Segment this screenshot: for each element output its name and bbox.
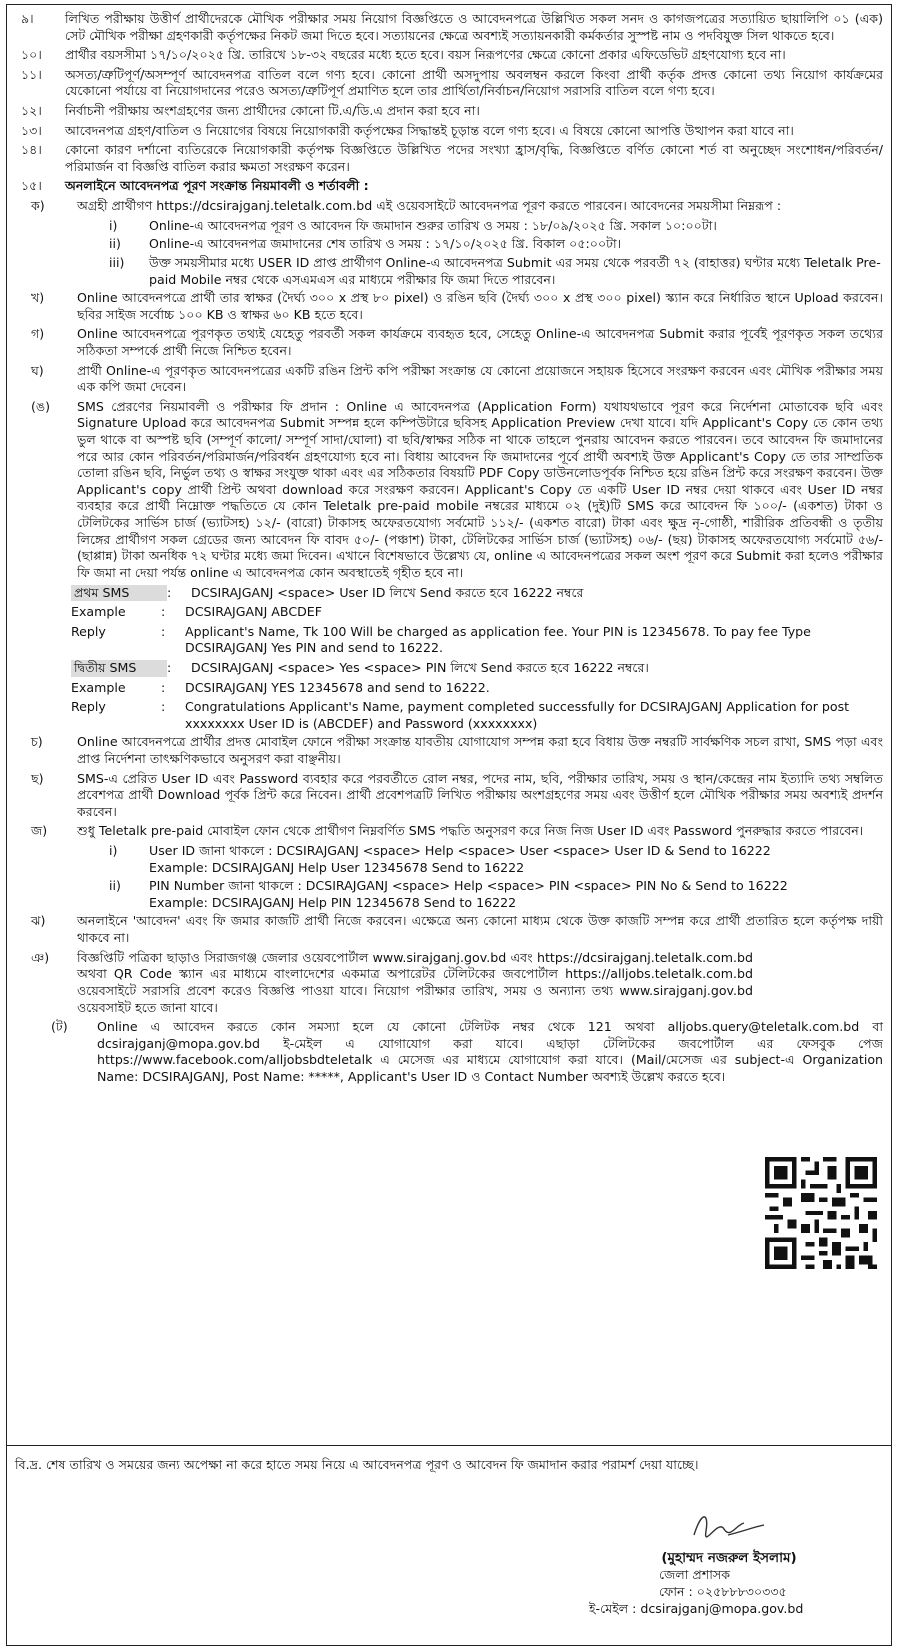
sms-second-example: Example : DCSIRAJGANJ YES 12345678 and send to 16222.	[71, 679, 490, 695]
sms-first-reply: Reply : Applicant's Name, Tk 100 Will be charged as application fee. Your PIN is 12345678. To pay fee Type DCSIRAJGANJ Yes PIN and send to 16222.	[71, 623, 811, 656]
clause-12: ১২। নির্বাচনী পরীক্ষায় অংশগ্রহণের জন্য প্রার্থীদের কোনো টি.এ/ডি.এ প্রদান করা হবে না।	[21, 103, 480, 119]
signer-title: জেলা প্রশাসক	[659, 1567, 731, 1583]
clause-15-gha: ঘ) প্রার্থী Online-এ পূরণকৃত আবেদনপত্রের একটি রঙিন প্রিন্ট কপি পরীক্ষা সংক্রান্ত যে কোনো প্রয়োজনে সহায়ক হিসেবে সংরক্ষণ করবেন এবং মৌখিক পরীক্ষার সময় এক কপি জমা দেবেন।	[31, 362, 884, 395]
clause-15-ka-iii: iii) উক্ত সময়সীমার মধ্যে USER ID প্রাপ্ত প্রার্থীগণ Online-এ আবেদনপত্র Submit এর সময় থেকে পরবর্তী ৭২ (বাহাত্তর) ঘণ্টার মধ্যে Teletalk Pre-paid Mobile নম্বর থেকে এসএমএস এর মাধ্যমে পরীক্ষার ফি জমা দিতে পারবেন।	[109, 254, 881, 287]
clause-15-ka: ক) অগ্রহী প্রার্থীগণ https://dcsirajganj.teletalk.com.bd এই ওয়েবসাইটে আবেদনপত্র পূরণ করতে পারবেন। আবেদনের সময়সীমা নিম্নরূপ :	[31, 198, 782, 214]
clause-15-uo: (ঙ) SMS প্রেরণের নিয়মাবলী ও পরীক্ষার ফি প্রদান : Online এ আবেদনপত্র (Application Form) যথাযথভাবে পূরণ করে নির্দেশনা মোতাবেক ছবি এবং Signature Upload করে আবেদনপত্র Submit সম্পন্ন হলে কম্পিউটারে ছবিসহ Application Preview দেখা যাবে। যদি Applicant's Copy তে কোন তথ্য ভুল থাকে বা অস্পষ্ট ছবি (সম্পূর্ণ কালো/ সম্পূর্ণ সাদা/ঘোলা) বা ছবি/স্বাক্ষর সঠিক না থাকে তাহলে পুনরায় আবেদন করতে পারবেন। তবে আবেদন ফি জমাদানের পরে আর কোন পরিবর্তন/পরিমার্জন/পরিবর্ধন গ্রহণযোগ্য হবে না। বিধায় আবেদন ফি জমাদানের পূর্বে প্রার্থী অবশ্যই উক্ত Applicant's Copy তে তার সাম্প্রতিক তোলা রঙিন ছবি, নির্ভুল তথ্য ও স্বাক্ষর সংযুক্ত থাকা এবং এর সঠিকতার বিষয়টি PDF Copy ডাউনলোডপূর্বক নিশ্চিত হয়ে রঙিন প্রিন্ট করে সংরক্ষণ করবেন। উক্ত Applicant's copy প্রার্থী প্রিন্ট অথবা download করে সংরক্ষণ করবেন। Applicant's Copy তে একটি User ID নম্বর দেয়া থাকবে এবং User ID নম্বর ব্যবহার করে প্রার্থী নিম্নোক্ত পদ্ধতিতে যে কোন Teletalk pre-paid mobile নম্বরের মাধ্যমে ০২ (দুই)টি SMS করে আবেদন ফি ১০০/- (একশত) টাকা ও টেলিটকের সার্ভিস চার্জ (ভ্যাটসহ) ১২/- (বারো) টাকাসহ অফেরতযোগ্য সর্বমোট ১১২/- (একশত বারো) টাকা এবং ক্ষুদ্র নৃ-গোষ্ঠী, শারীরিক প্রতিবন্ধী ও তৃতীয় লিঙ্গের প্রার্থীগণ সকল গ্রেডের জন্য আবেদন ফি বাবদ ৫০/- (পঞ্চাশ) টাকা, টেলিটকের সার্ভিস চার্জ (ভ্যাটসহ) ০৬/- (ছয়) টাকাসহ অফেরতযোগ্য সর্বমোট ৫৬/- (ছাপ্পান্ন) টাকা অনধিক ৭২ ঘণ্টার মধ্যে জমা দিবেন। এখানে বিশেষভাবে উল্লেখ্য যে, online এ আবেদনপত্রের সকল অংশ পূরণ করে Submit করা হলেও পরীক্ষার ফি জমা না দেয়া পর্যন্ত online এ আবেদনপত্র কোন অবস্থাতেই গৃহীত হবে না।	[31, 398, 883, 580]
clause-9: ৯। লিখিত পরীক্ষায় উত্তীর্ণ প্রার্থীদেরকে মৌখিক পরীক্ষার সময় নিয়োগ বিজ্ঞপ্তিতে ও আবেদনপত্রে উল্লিখিত সকল সনদ ও কাগজপত্রের সত্যায়িত ছায়ালিপি ০১ (এক) সেট মৌখিক পরীক্ষা গ্রহণকারী কর্তৃপক্ষের নিকট জমা দিতে হবে। সত্যায়নের ক্ষেত্রে অবশ্যই সত্যায়নকারী কর্মকর্তার সুস্পষ্ট নাম ও পদবিযুক্ত সিল থাকতে হবে।	[21, 11, 883, 43]
clause-14: ১৪। কোনো কারণ দর্শানো ব্যতিরেকে নিয়োগকারী কর্তৃপক্ষ বিজ্ঞপ্তিতে উল্লিখিত পদের সংখ্যা হ্রাস/বৃদ্ধি, বিজ্ঞপ্তিতে বর্ণিত কোনো শর্ত বা অনুচ্ছেদ সংশোধন/পরিবর্তন/পরিমার্জন বা বিজ্ঞপ্তি বাতিল করার ক্ষমতা সংরক্ষণ করেন।	[21, 142, 883, 174]
signer-phone: ফোন : ০২৫৮৮৮৩০৩৩৫	[659, 1584, 787, 1600]
clause-15-ta: (ট) Online এ আবেদন করতে কোন সমস্যা হলে যে কোনো টেলিটক নম্বর থেকে 121 অথবা alljobs.query@teletalk.com.bd বা dcsirajganj@mopa.gov.bd ই-মেইল এ যোগাযোগ করা যাবে। এছাড়া টেলিটকের জবপোর্টাল এর ফেসবুক পেজ https://www.facebook.com/alljobsbdteletalk এ মেসেজ এর মাধ্যমে যোগাযোগ করা যাবে। (Mail/মেসেজ এর subject-এ Organization Name: DCSIRAJGANJ, Post Name: *****, Applicant's User ID ও Contact Number অবশ্যই উল্লেখ করতে হবে।	[51, 1019, 883, 1084]
signer-email: ই-মেইল : dcsirajganj@mopa.gov.bd	[589, 1600, 804, 1616]
clause-15-ka-ii: ii) Online-এ আবেদনপত্র জমাদানের শেষ তারিখ ও সময় : ১৭/১০/২০২৫ খ্রি. বিকাল ০৫:০০টা।	[109, 236, 622, 252]
sms-first-example: Example : DCSIRAJGANJ ABCDEF	[71, 604, 323, 620]
clause-15-ga: গ) Online আবেদনপত্রে পূরণকৃত তথ্যই যেহেতু পরবর্তী সকল কার্যক্রমে ব্যবহৃত হবে, সেহেতু Online-এ আবেদনপত্র Submit করার পূর্বেই পূরণকৃত সকল তথ্যের সঠিকতা সম্পর্কে প্রার্থী নিজে নিশ্চিত হবেন।	[31, 326, 883, 358]
clause-15-ja: জ) শুধু Teletalk pre-paid মোবাইল ফোন থেকে প্রার্থীগণ নিম্নবর্ণিত SMS পদ্ধতি অনুসরণ করে নিজ নিজ User ID এবং Password পুনরুদ্ধার করতে পারবেন।	[31, 823, 864, 839]
qr-code-icon	[765, 1157, 877, 1269]
clause-10: ১০। প্রার্থীর বয়সসীমা ১৭/১০/২০২৫ খ্রি. তারিখে ১৮-৩২ বছরের মধ্যে হতে হবে। বয়স নিরূপণের ক্ষেত্রে কোনো প্রকার এফিডেভিট গ্রহণযোগ্য হবে না।	[21, 47, 786, 63]
notice-body	[15, 11, 883, 1089]
sms-second: দ্বিতীয় SMS : DCSIRAJGANJ <space> Yes <space> PIN লিখে Send করতে হবে 16222 নম্বরে।	[71, 660, 883, 677]
clause-13: ১৩। আবেদনপত্র গ্রহণ/বাতিল ও নিয়োগের বিষয়ে নিয়োগকারী কর্তৃপক্ষের সিদ্ধান্তই চূড়ান্ত বলে গণ্য হবে। এ বিষয়ে কোনো আপত্তি উত্থাপন করা যাবে না।	[21, 122, 794, 138]
clause-15-kha: খ) Online আবেদনপত্রে প্রার্থী তার স্বাক্ষর (দৈর্ঘ্য ৩০০ x প্রস্থ ৮০ pixel) ও রঙিন ছবি (দৈর্ঘ্য ৩০০ x প্রস্থ ৩০০ pixel) স্ক্যান করে নির্ধারিত স্থানে Upload করবেন। ছবির সাইজ সর্বোচ্চ ১০০ KB ও স্বাক্ষর ৬০ KB হতে হবে।	[31, 290, 883, 322]
clause-15-nya: ঞ) বিজ্ঞপ্তিটি পত্রিকা ছাড়াও সিরাজগঞ্জ জেলার ওয়েবপোর্টাল www.sirajganj.gov.bd এবং https://dcsirajganj.teletalk.com.bd অথবা QR Code স্ক্যান এর মাধ্যমে বাংলাদেশের একমাত্র অপারেটর টেলিটকের জবপোর্টাল https://alljobs.teletalk.com.bd ওয়েবসাইটে সরাসরি প্রবেশ করেও বিজ্ঞপ্তি পাওয়া যাবে। নিয়োগ পরীক্ষার তারিখ, সময় ও অন্যান্য তথ্য www.sirajganj.gov.bd ওয়েবসাইট হতে জানা যাবে।	[31, 949, 753, 1015]
signature-block	[589, 1505, 869, 1617]
clause-15-cha: চ) Online আবেদনপত্রে প্রার্থীর প্রদত্ত মোবাইল ফোনে পরীক্ষা সংক্রান্ত যাবতীয় যোগাযোগ সম্পন্ন করা হবে বিধায় উক্ত নম্বরটি সার্বক্ষণিক সচল রাখা, SMS পড়া এবং প্রাপ্ত নির্দেশনা তাৎক্ষণিকভাবে অনুসরণ করা বাঞ্ছনীয়।	[31, 734, 883, 766]
clause-15-jha: ঝ) অনলাইনে 'আবেদন' এবং ফি জমার কাজটি প্রার্থী নিজে করবেন। এক্ষেত্রে অন্য কোনো মাধ্যম থেকে উক্ত কাজটি সম্পন্ন করে প্রার্থী প্রতারিত হলে কর্তৃপক্ষ দায়ী থাকবে না।	[31, 913, 883, 946]
sms-first: প্রথম SMS : DCSIRAJGANJ <space> User ID লিখে Send করতে হবে 16222 নম্বরে	[71, 585, 883, 602]
signer-name: (মুহাম্মদ নজরুল ইসলাম)	[661, 1549, 797, 1566]
clause-11: ১১। অসত্য/ত্রুটিপূর্ণ/অসম্পূর্ণ আবেদনপত্র বাতিল বলে গণ্য হবে। কোনো প্রার্থী অসদুপায় অবলম্বন করলে কিংবা প্রার্থী কর্তৃক প্রদত্ত কোনো তথ্য নিয়োগ কার্যক্রমের যেকোনো পর্যায়ে বা নিয়োগদানের পরেও অসত্য/ত্রুটিপূর্ণ প্রমাণিত হলে তার প্রার্থিতা/নির্বাচন/নিয়োগ সরাসরি বাতিল বলে গণ্য হবে।	[21, 66, 883, 99]
clause-15-ka-i: i) Online-এ আবেদনপত্র পূরণ ও আবেদন ফি জমাদান শুরুর তারিখ ও সময় : ১৮/০৯/২০২৫ খ্রি. সকাল ১০:০০টা।	[109, 217, 717, 233]
clause-15-heading: ১৫। অনলাইনে আবেদনপত্র পূরণ সংক্রান্ত নিয়মাবলী ও শর্তাবলী :	[21, 178, 369, 194]
note: বি.দ্র. শেষ তারিখ ও সময়ের জন্য অপেক্ষা না করে হাতে সময় নিয়ে এ আবেদনপত্র পূরণ ও আবেদন ফি জমাদান করার পরামর্শ দেয়া যাচ্ছে।	[15, 1457, 699, 1472]
clause-15-ja-i: i) User ID জানা থাকলে : DCSIRAJGANJ <space> Help <space> User <space> User ID & Send to 16222 Example: DCSIRAJGANJ Help User 12345678 Send to 16222	[109, 843, 771, 875]
notice-page	[6, 4, 892, 1646]
clause-15-chha: ছ) SMS-এ প্রেরিত User ID এবং Password ব্যবহার করে পরবর্তীতে রোল নম্বর, পদের নাম, ছবি, পরীক্ষার তারিখ, সময় ও স্থান/কেন্দ্রের নাম ইত্যাদি তথ্য সম্বলিত প্রবেশপত্র প্রার্থী Download পূর্বক প্রিন্ট করে নিবেন। প্রার্থী প্রবেশপত্রটি লিখিত পরীক্ষায় অংশগ্রহণের সময় এবং উত্তীর্ণ হলে মৌখিক পরীক্ষার সময় অবশ্যই প্রদর্শন করবেন।	[31, 770, 883, 819]
clause-15-ja-ii: ii) PIN Number জানা থাকলে : DCSIRAJGANJ <space> Help <space> PIN <space> PIN No & Send to 16222 Example: DCSIRAJGANJ Help PIN 12345678 Send to 16222	[109, 878, 788, 910]
sms-second-reply: Reply : Congratulations Applicant's Name, payment completed successfully for DCSIRAJGANJ Application for post xxxxxxxx User ID is (ABCDEF) and Password (xxxxxxxx)	[71, 699, 850, 731]
signature-image	[684, 1505, 774, 1545]
divider	[7, 1445, 891, 1446]
